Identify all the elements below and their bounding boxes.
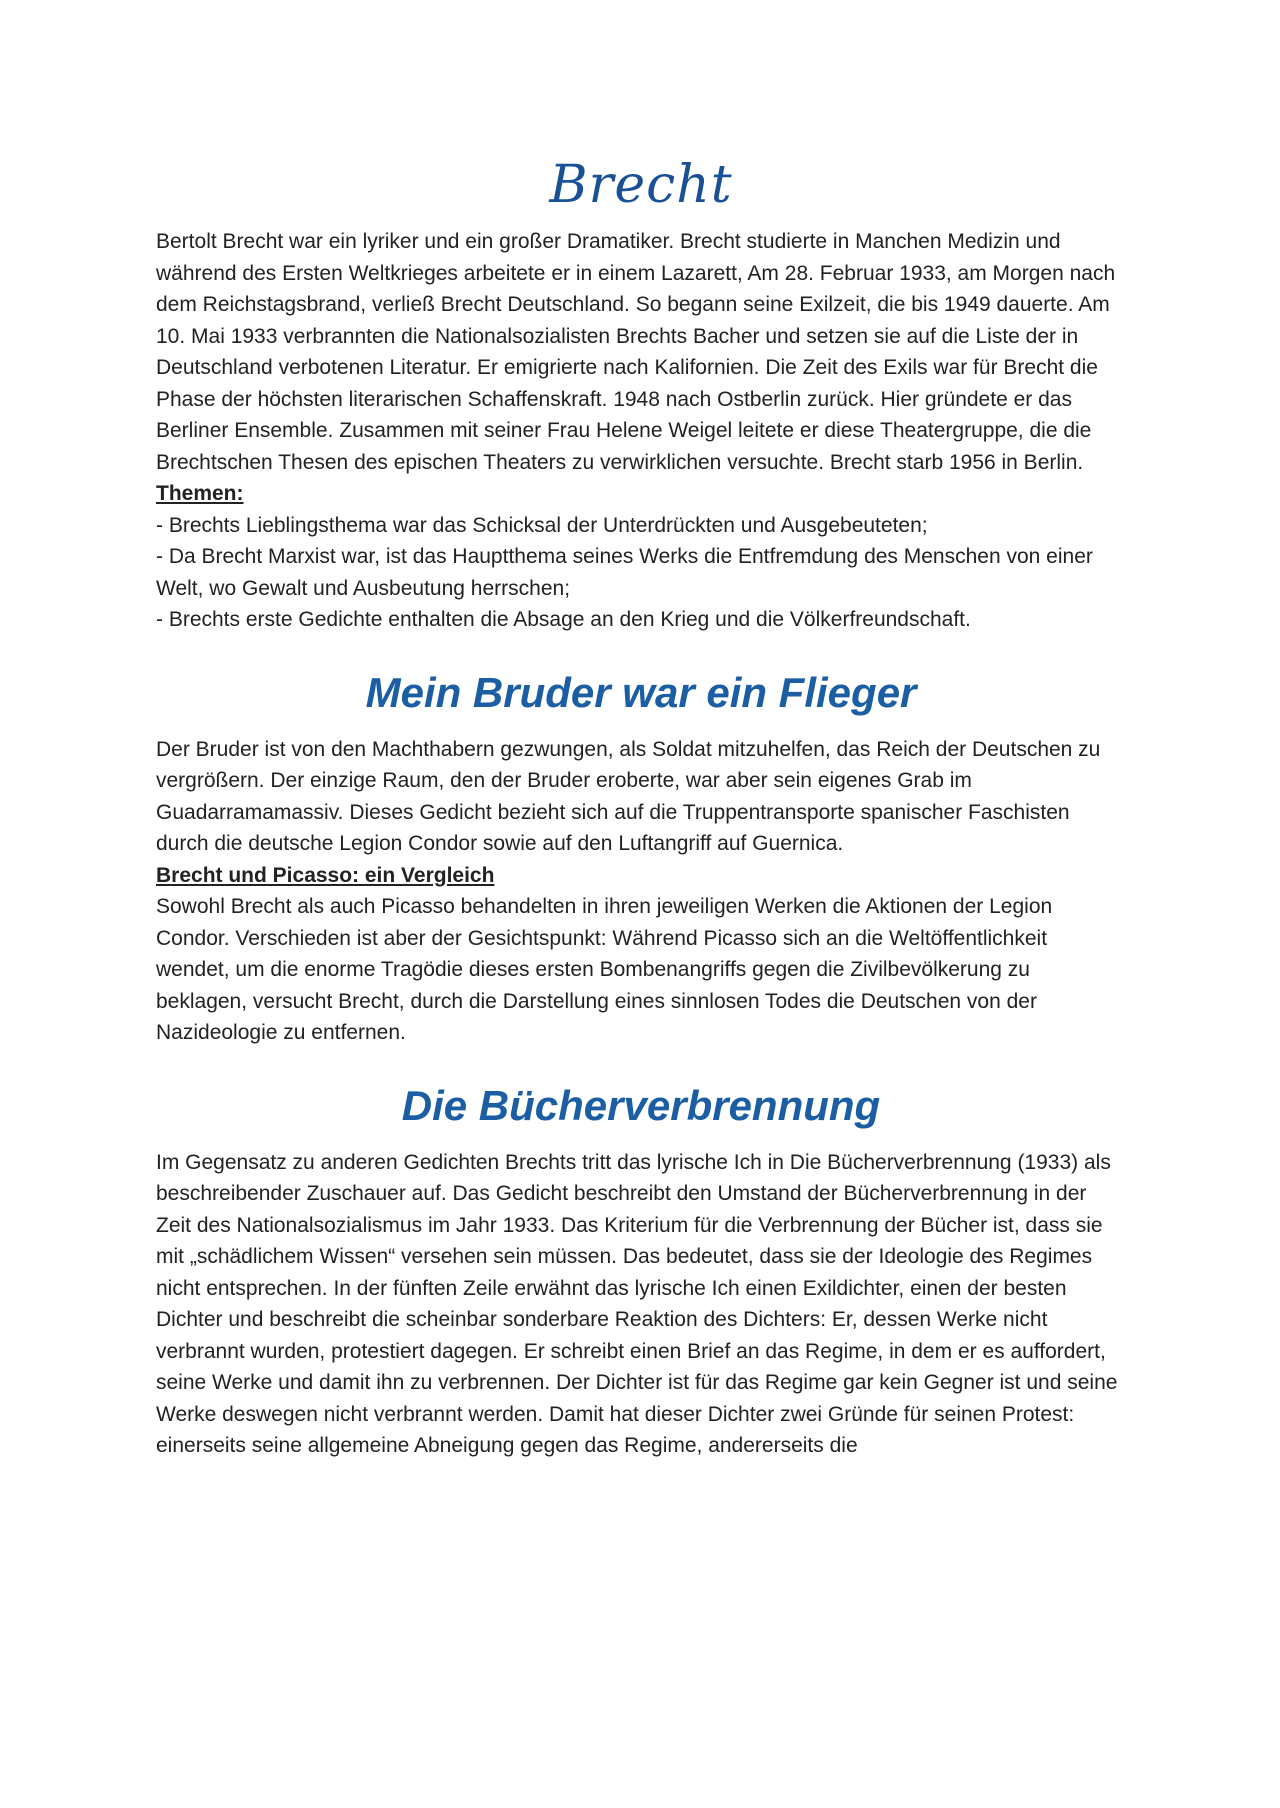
themes-list — [156, 510, 1126, 636]
comparison-heading: Brecht und Picasso: ein Vergleich — [156, 863, 495, 887]
themes-list-item: - Da Brecht Marxist war, ist das Hauptthema seines Werks die Entfremdung des Menschen von einer Welt, wo Gewalt und Ausbeutung herrschen; — [156, 545, 1093, 600]
themes-heading: Themen: — [156, 482, 244, 505]
page-title: Brecht — [549, 155, 733, 215]
document-page — [156, 150, 1126, 1462]
section-heading-buecherverbrennung: Die Bücherverbrennung — [401, 1081, 881, 1129]
biography-paragraph: Bertolt Brecht war ein lyriker und ein großer Dramatiker. Brecht studierte in Manchen Medizin und während des Ersten Weltkrieges arbeitete er in einem Lazarett, Am 28. Februar 1933, am Morgen nach dem Reichstagsbrand, verließ Brecht Deutschland. So begann seine Exilzeit, die bis 1949 dauerte. Am 10. Mai 1933 verbrannten die Nationalsozialisten Brechts Bacher und setzen sie auf die Liste der in Deutschland verbotenen Literatur. Er emigrierte nach Kalifornien. Die Zeit des Exils war für Brecht die Phase der höchsten literarischen Schaffenskraft. 1948 nach Ostberlin zurück. Hier gründete er das Berliner Ensemble. Zusammen mit seiner Frau Helene Weigel leitete er diese Theatergruppe, die die Brechtschen Thesen des epischen Theaters zu verwirklichen versuchte. Brecht starb 1956 in Berlin. — [156, 230, 1116, 474]
flieger-paragraph: Der Bruder ist von den Machthabern gezwungen, als Soldat mitzuhelfen, das Reich der Deutschen zu vergrößern. Der einzige Raum, den der Bruder eroberte, war aber sein eigenes Grab im Guadarramamassiv. Dieses Gedicht bezieht sich auf die Truppentransporte spanischer Faschisten durch die deutsche Legion Condor sowie auf den Luftangriff auf Guernica. — [156, 737, 1101, 855]
buecherverbrennung-paragraph: Im Gegensatz zu anderen Gedichten Brechts tritt das lyrische Ich in Die Bücherverbrennung (1933) als beschreibender Zuschauer auf. Das Gedicht beschreibt den Umstand der Bücherverbrennung in der Zeit des Nationalsozialismus im Jahr 1933. Das Kriterium für die Verbrennung der Bücher ist, dass sie mit „schädlichem Wissen“ versehen sein müssen. Das bedeutet, dass sie der Ideologie des Regimes nicht entsprechen. In der fünften Zeile erwähnt das lyrische Ich einen Exildichter, einen der besten Dichter und beschreibt die scheinbar sonderbare Reaktion des Dichters: Er, dessen Werke nicht verbrannt wurden, protestiert dagegen. Er schreibt einen Brief an das Regime, in dem er es auffordert, seine Werke und damit ihn zu verbrennen. Der Dichter ist für das Regime gar kein Gegner ist und seine Werke deswegen nicht verbrannt werden. Damit hat dieser Dichter zwei Gründe für seinen Protest: einerseits seine allgemeine Abneigung gegen das Regime, andererseits die — [156, 1150, 1118, 1457]
comparison-paragraph: Sowohl Brecht als auch Picasso behandelten in ihren jeweiligen Werken die Aktionen der Legion Condor. Verschieden ist aber der Gesichtspunkt: Während Picasso sich an die Weltöffentlichkeit wendet, um die enorme Tragödie dieses ersten Bombenangriffs gegen die Zivilbevölkerung zu beklagen, versucht Brecht, durch die Darstellung eines sinnlosen Todes die Deutschen von der Nazideologie zu entfernen. — [156, 895, 1053, 1044]
themes-list-item: - Brechts erste Gedichte enthalten die Absage an den Krieg und die Völkerfreundschaft. — [156, 608, 971, 631]
section-heading-flieger: Mein Bruder war ein Flieger — [365, 668, 917, 716]
themes-list-item: - Brechts Lieblingsthema war das Schicksal der Unterdrückten und Ausgebeuteten; — [156, 513, 928, 537]
